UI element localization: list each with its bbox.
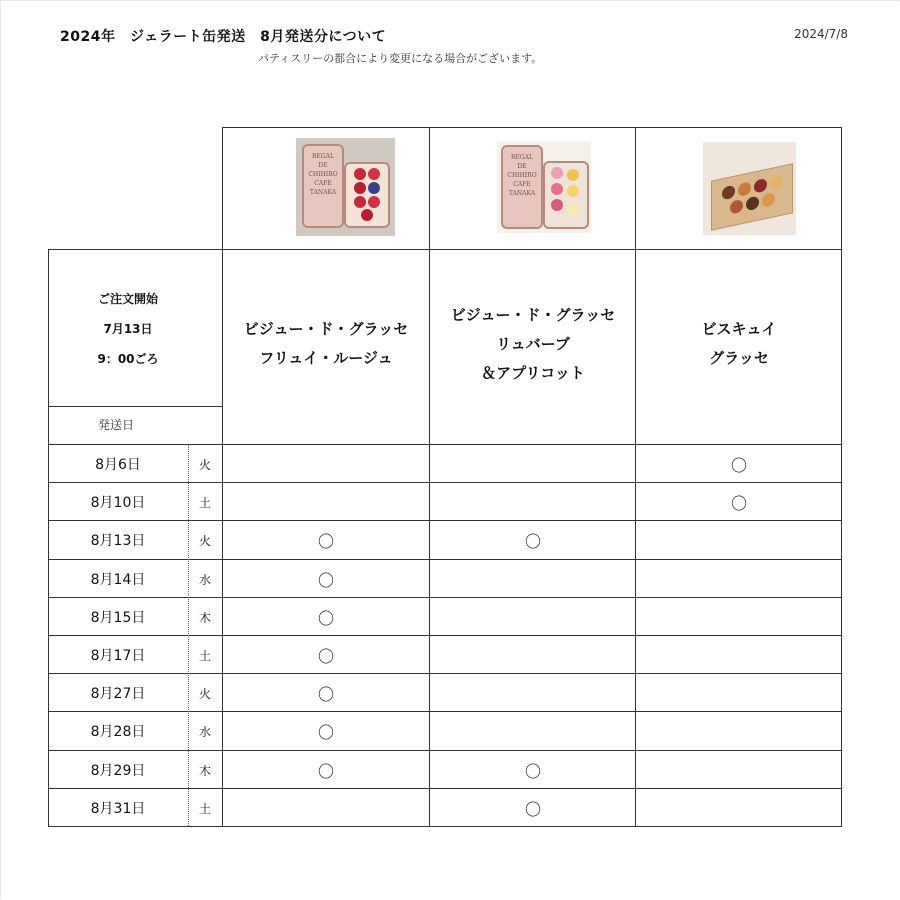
table-border bbox=[48, 597, 842, 598]
product-name-line: ビジュー・ド・グラッセ bbox=[450, 306, 616, 324]
product-name-fruits-rouges bbox=[223, 315, 429, 373]
available-mark: 〇 bbox=[317, 532, 334, 551]
order-start-time: 9：00ごろ bbox=[97, 352, 159, 366]
table-border bbox=[48, 559, 842, 560]
day-of-week: 水 bbox=[198, 725, 211, 739]
ship-date: 8月27日 bbox=[90, 686, 146, 702]
product-image-fruits-rouges bbox=[296, 138, 395, 236]
available-mark: 〇 bbox=[317, 685, 334, 704]
product-image-rhubarb-apricot bbox=[497, 141, 591, 233]
table-border bbox=[48, 788, 842, 789]
day-of-week: 土 bbox=[198, 649, 211, 663]
day-of-week: 土 bbox=[198, 496, 211, 510]
table-border bbox=[841, 127, 842, 826]
table-border bbox=[48, 635, 842, 636]
tin-logo-text: REGAL DE CHIHIRO CAFE TANAKA bbox=[308, 153, 338, 196]
tin-box bbox=[344, 162, 390, 228]
document-date: 2024/7/8 bbox=[794, 27, 848, 41]
table-border bbox=[48, 673, 842, 674]
available-mark: 〇 bbox=[730, 494, 747, 513]
table-border bbox=[48, 826, 842, 827]
tin-lid bbox=[302, 144, 344, 228]
product-name-line: ＆アプリコット bbox=[481, 364, 585, 382]
biscuit-box bbox=[711, 163, 793, 230]
order-start-label: ご注文開始 bbox=[97, 292, 158, 306]
ship-date-header: 発送日 bbox=[98, 418, 135, 432]
available-mark: 〇 bbox=[317, 609, 334, 628]
tin-lid bbox=[501, 145, 543, 229]
available-mark: 〇 bbox=[317, 647, 334, 666]
order-start-date: 7月13日 bbox=[103, 322, 153, 336]
ship-date: 8月29日 bbox=[90, 763, 146, 779]
available-mark: 〇 bbox=[730, 456, 747, 475]
table-border bbox=[635, 127, 636, 826]
ship-date: 8月13日 bbox=[90, 533, 146, 549]
table-border bbox=[48, 750, 842, 751]
available-mark: 〇 bbox=[317, 723, 334, 742]
table-border bbox=[48, 711, 842, 712]
shipping-schedule-table bbox=[48, 127, 842, 826]
table-border bbox=[48, 406, 223, 407]
product-name-line: フリュイ・ルージュ bbox=[259, 349, 393, 367]
product-image-biscuit-glace bbox=[703, 142, 796, 235]
available-mark: 〇 bbox=[524, 762, 541, 781]
product-name-biscuit-glace bbox=[636, 315, 842, 373]
table-border bbox=[48, 249, 842, 250]
tin-box bbox=[543, 161, 589, 229]
ship-date: 8月31日 bbox=[90, 801, 146, 817]
day-of-week: 火 bbox=[198, 534, 211, 548]
table-border bbox=[222, 127, 842, 128]
table-border bbox=[48, 482, 842, 483]
product-name-line: ビスキュイ bbox=[701, 320, 777, 338]
day-of-week: 水 bbox=[198, 573, 211, 587]
available-mark: 〇 bbox=[524, 800, 541, 819]
table-border bbox=[48, 520, 842, 521]
ship-date: 8月15日 bbox=[90, 610, 146, 626]
ship-date: 8月6日 bbox=[95, 457, 141, 473]
day-of-week: 木 bbox=[198, 611, 211, 625]
ship-date: 8月17日 bbox=[90, 648, 146, 664]
tin-logo-text: REGAL DE CHIHIRO CAFE TANAKA bbox=[507, 154, 537, 197]
product-name-rhubarb-apricot bbox=[430, 301, 636, 388]
available-mark: 〇 bbox=[524, 532, 541, 551]
product-name-line: グラッセ bbox=[709, 349, 769, 367]
day-of-week: 火 bbox=[198, 458, 211, 472]
day-of-week: 火 bbox=[198, 687, 211, 701]
product-name-line: ビジュー・ド・グラッセ bbox=[243, 320, 409, 338]
ship-date: 8月28日 bbox=[90, 724, 146, 740]
product-name-line: リュバーブ bbox=[496, 335, 570, 353]
page-title: 2024年 ジェラート缶発送 8月発送分について bbox=[60, 29, 387, 45]
table-border bbox=[429, 127, 430, 826]
table-border bbox=[48, 444, 842, 445]
available-mark: 〇 bbox=[317, 571, 334, 590]
day-of-week: 木 bbox=[198, 764, 211, 778]
page-subtitle: パティスリーの都合により変更になる場合がございます。 bbox=[258, 52, 543, 65]
day-of-week: 土 bbox=[198, 802, 211, 816]
available-mark: 〇 bbox=[317, 762, 334, 781]
ship-date: 8月10日 bbox=[90, 495, 146, 511]
ship-date: 8月14日 bbox=[90, 572, 146, 588]
